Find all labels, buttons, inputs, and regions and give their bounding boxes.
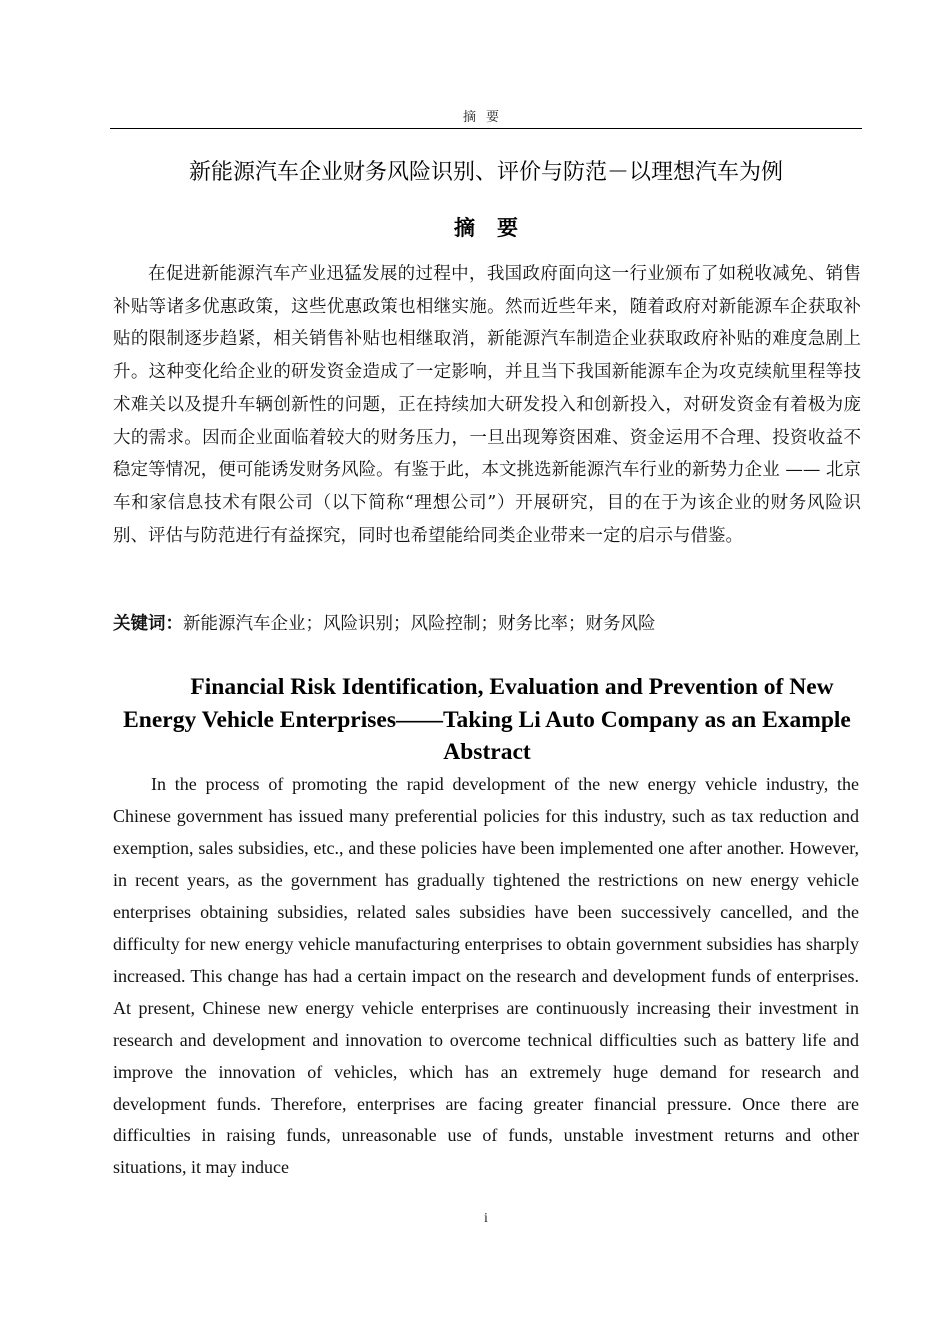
english-title-line-2: Energy Vehicle Enterprises——Taking Li Auto Company as an Example bbox=[123, 706, 851, 733]
header-rule bbox=[110, 128, 862, 129]
english-abstract-body: In the process of promoting the rapid development of the new energy vehicle industry, the Chinese government has issued many preferential policies for this industry, such as tax reduction and exemption, sales subsidies, etc., and these policies have been implemented one after another. However, in recent years, as the government has gradually tightened the restrictions on new energy vehicle enterprises obtaining subsidies, related sales subsidies have been successively cancelled, and the difficulty for new energy vehicle manufacturing enterprises to obtain government subsidies has sharply increased. This change has had a certain impact on the research and development funds of enterprises. At present, Chinese new energy vehicle enterprises are continuously increasing their investment in research and development and innovation to overcome technical difficulties such as battery life and improve the innovation of vehicles, which has an extremely huge demand for research and development funds. Therefore, enterprises are facing greater financial pressure. Once there are difficulties in raising funds, unreasonable use of funds, unstable investment returns and other situations, it may induce bbox=[113, 774, 859, 1178]
keywords-line bbox=[113, 608, 861, 640]
english-title bbox=[113, 671, 861, 769]
keywords-text: 新能源汽车企业；风险识别；风险控制；财务比率；财务风险 bbox=[183, 614, 656, 634]
chinese-title: 新能源汽车企业财务风险识别、评价与防范－以理想汽车为例 bbox=[188, 160, 783, 185]
chinese-abstract-heading: 摘要 bbox=[454, 216, 540, 240]
chinese-abstract-body: 在促进新能源汽车产业迅猛发展的过程中，我国政府面向这一行业颁布了如税收减免、销售补贴等诸多优惠政策，这些优惠政策也相继实施。然而近些年来，随着政府对新能源车企获取补贴的限制逐步趋紧，相关销售补贴也相继取消，新能源汽车制造企业获取政府补贴的难度急剧上升。这种变化给企业的研发资金造成了一定影响，并且当下我国新能源车企为攻克续航里程等技术难关以及提升车辆创新性的问题，正在持续加大研发投入和创新投入，对研发资金有着极为庞大的需求。因而企业面临着较大的财务压力，一旦出现筹资困难、资金运用不合理、投资收益不稳定等情况，便可能诱发财务风险。有鉴于此，本文挑选新能源汽车行业的新势力企业 —— 北京车和家信息技术有限公司（以下简称“理想公司”）开展研究，目的在于为该企业的财务风险识别、评估与防范进行有益探究，同时也希望能给同类企业带来一定的启示与借鉴。 bbox=[113, 264, 861, 546]
page-number: i bbox=[484, 1211, 488, 1226]
running-header: 摘要 bbox=[462, 110, 509, 125]
english-title-line-1: Financial Risk Identification, Evaluation and Prevention of New bbox=[190, 674, 834, 700]
english-abstract-heading: Abstract bbox=[443, 739, 531, 765]
keywords-label: 关键词： bbox=[113, 614, 183, 634]
